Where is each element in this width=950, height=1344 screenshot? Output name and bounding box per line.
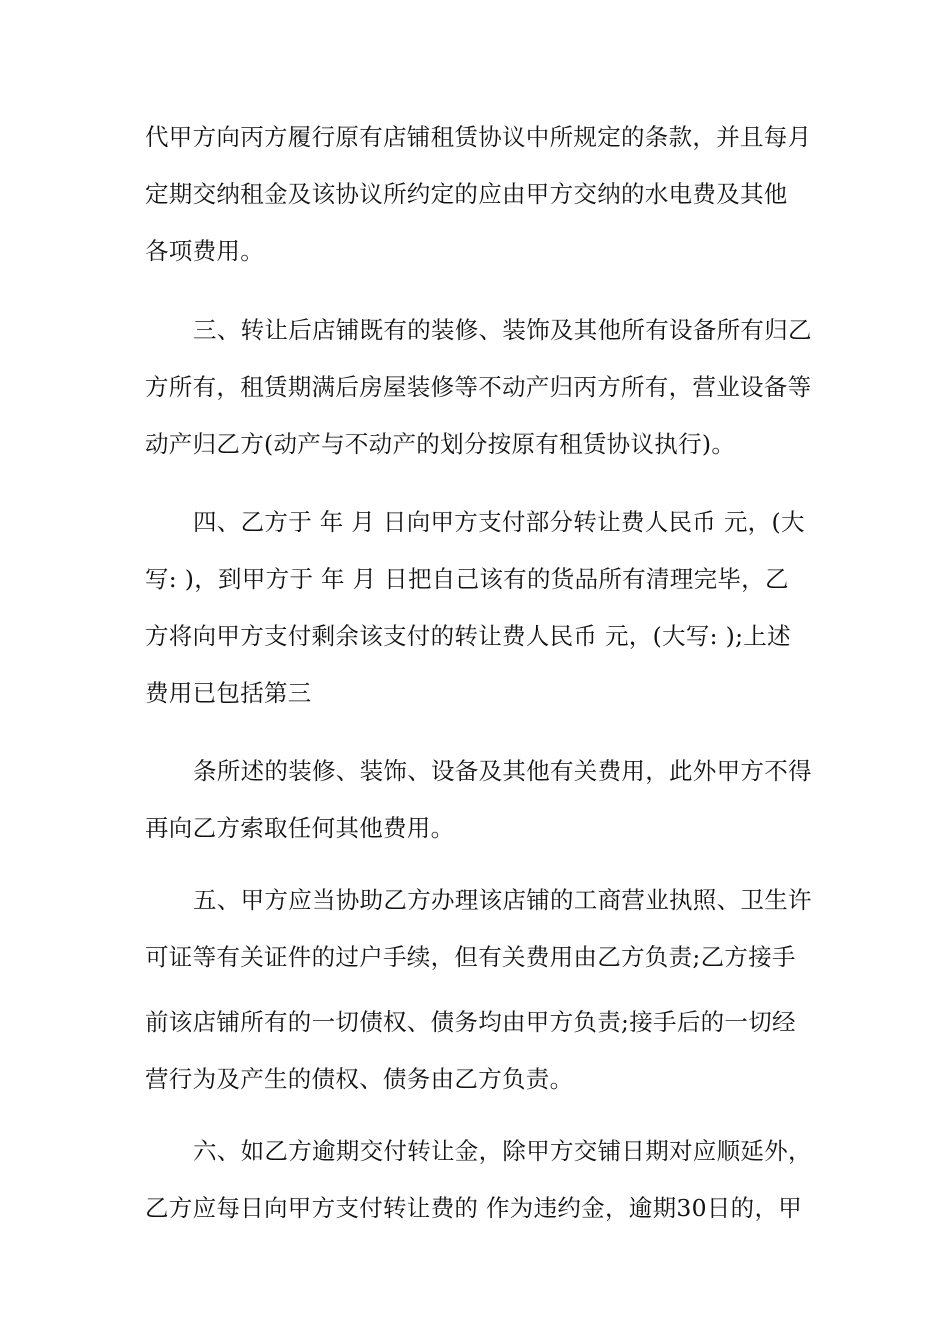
paragraph-6-line-1: 六、如乙方逾期交付转让金，除甲方交铺日期对应顺延外， — [193, 1137, 812, 1165]
paragraph-1-line-3: 各项费用。 — [145, 237, 264, 265]
paragraph-5-line-1: 五、甲方应当协助乙方办理该店铺的工商营业执照、卫生许 — [193, 886, 812, 914]
paragraph-5-line-4: 营行为及产生的债权、债务由乙方负责。 — [145, 1065, 574, 1093]
paragraph-2-line-3: 动产归乙方(动产与不动产的划分按原有租赁协议执行)。 — [145, 430, 736, 458]
paragraph-5-line-3: 前该店铺所有的一切债权、债务均由甲方负责;接手后的一切经 — [145, 1008, 796, 1036]
paragraph-3-line-1: 四、乙方于 年 月 日向甲方支付部分转让费人民币 元，(大 — [193, 508, 805, 536]
paragraph-3-line-3: 方将向甲方支付剩余该支付的转让费人民币 元，(大写: );上述 — [145, 622, 791, 650]
paragraph-1-line-1: 代甲方向丙方履行原有店铺租赁协议中所规定的条款，并且每月 — [145, 123, 812, 151]
paragraph-4-line-2: 再向乙方索取任何其他费用。 — [145, 814, 455, 842]
paragraph-6-line-2: 乙方应每日向甲方支付转让费的 作为违约金，逾期30日的，甲 — [145, 1194, 803, 1222]
paragraph-4-line-1: 条所述的装修、装饰、设备及其他有关费用，此外甲方不得 — [193, 757, 812, 785]
paragraph-1-line-2: 定期交纳租金及该协议所约定的应由甲方交纳的水电费及其他 — [145, 180, 788, 208]
paragraph-2-line-2: 方所有，租赁期满后房屋装修等不动产归丙方所有，营业设备等 — [145, 373, 812, 401]
paragraph-2-line-1: 三、转让后店铺既有的装修、装饰及其他所有设备所有归乙 — [193, 316, 812, 344]
paragraph-3-line-4: 费用已包括第三 — [145, 679, 312, 707]
paragraph-3-line-2: 写: )，到甲方于 年 月 日把自己该有的货品所有清理完毕，乙 — [145, 565, 789, 593]
paragraph-5-line-2: 可证等有关证件的过户手续，但有关费用由乙方负责;乙方接手 — [145, 943, 796, 971]
